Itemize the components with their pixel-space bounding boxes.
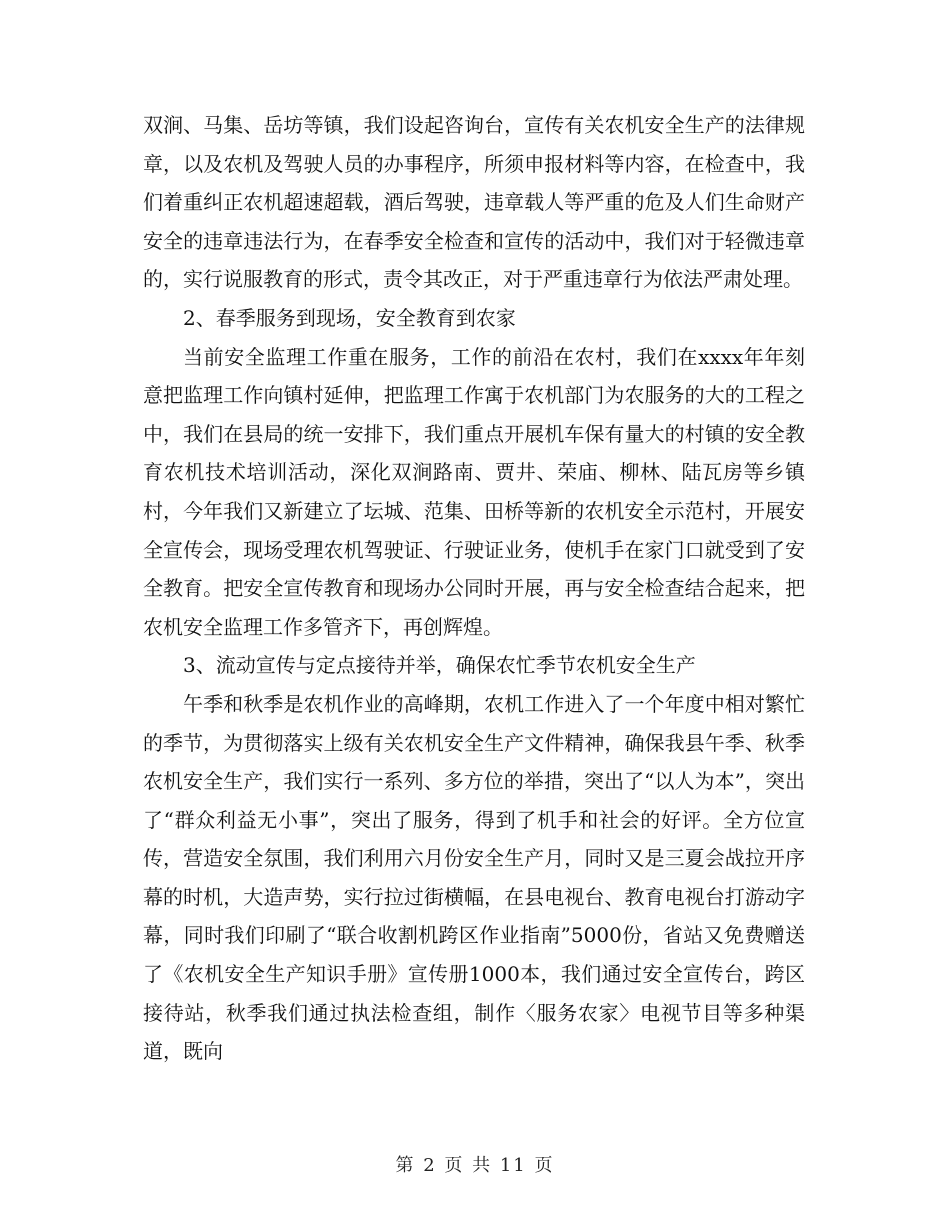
section-heading-2: 2、春季服务到现场，安全教育到农家 [183, 305, 516, 330]
paragraph-section-2: 当前安全监理工作重在服务，工作的前沿在农村，我们在xxxx年年刻意把监理工作向镇村延伸，把监理工作寓于农机部门为农服务的大的工程之中，我们在县局的统一安排下，我们重点开展机车保有量大的村镇的安全教育农机技术培训活动，深化双涧路南、贾井、荣庙、柳林、陆瓦房等乡镇村，今年我们又新建立了坛城、范集、田桥等新的农机安全示范村，开展安全宣传会，现场受理农机驾驶证、行驶证业务，使机手在家门口就受到了安全教育。把安全宣传教育和现场办公同时开展，再与安全检查结合起来，把农机安全监理工作多管齐下，再创辉煌。 [143, 344, 805, 639]
document-body [143, 106, 805, 1071]
page-footer: 第 2 页 共 11 页 [395, 1155, 555, 1176]
section-heading-3: 3、流动宣传与定点接待并举，确保农忙季节农机安全生产 [183, 653, 696, 678]
paragraph-section-3: 午季和秋季是农机作业的高峰期，农机工作进入了一个年度中相对繁忙的季节，为贯彻落实上级有关农机安全生产文件精神，确保我县午季、秋季农机安全生产，我们实行一系列、多方位的举措，突出了“以人为本”，突出了“群众利益无小事”，突出了服务，得到了机手和社会的好评。全方位宣传，营造安全氛围，我们利用六月份安全生产月，同时又是三夏会战拉开序幕的时机，大造声势，实行拉过街横幅，在县电视台、教育电视台打游动字幕，同时我们印刷了“联合收割机跨区作业指南”5000份，省站又免费赠送了《农机安全生产知识手册》宣传册1000本，我们通过安全宣传台，跨区接待站，秋季我们通过执法检查组，制作〈服务农家〉电视节目等多种渠道，既向 [143, 691, 805, 1064]
paragraph-continuation: 双涧、马集、岳坊等镇，我们设起咨询台，宣传有关农机安全生产的法律规章，以及农机及驾驶人员的办事程序，所须申报材料等内容，在检查中，我们着重纠正农机超速超载，酒后驾驶，违章载人等严重的危及人们生命财产安全的违章违法行为，在春季安全检查和宣传的活动中，我们对于轻微违章的，实行说服教育的形式，责令其改正，对于严重违章行为依法严肃处理。 [143, 113, 805, 292]
